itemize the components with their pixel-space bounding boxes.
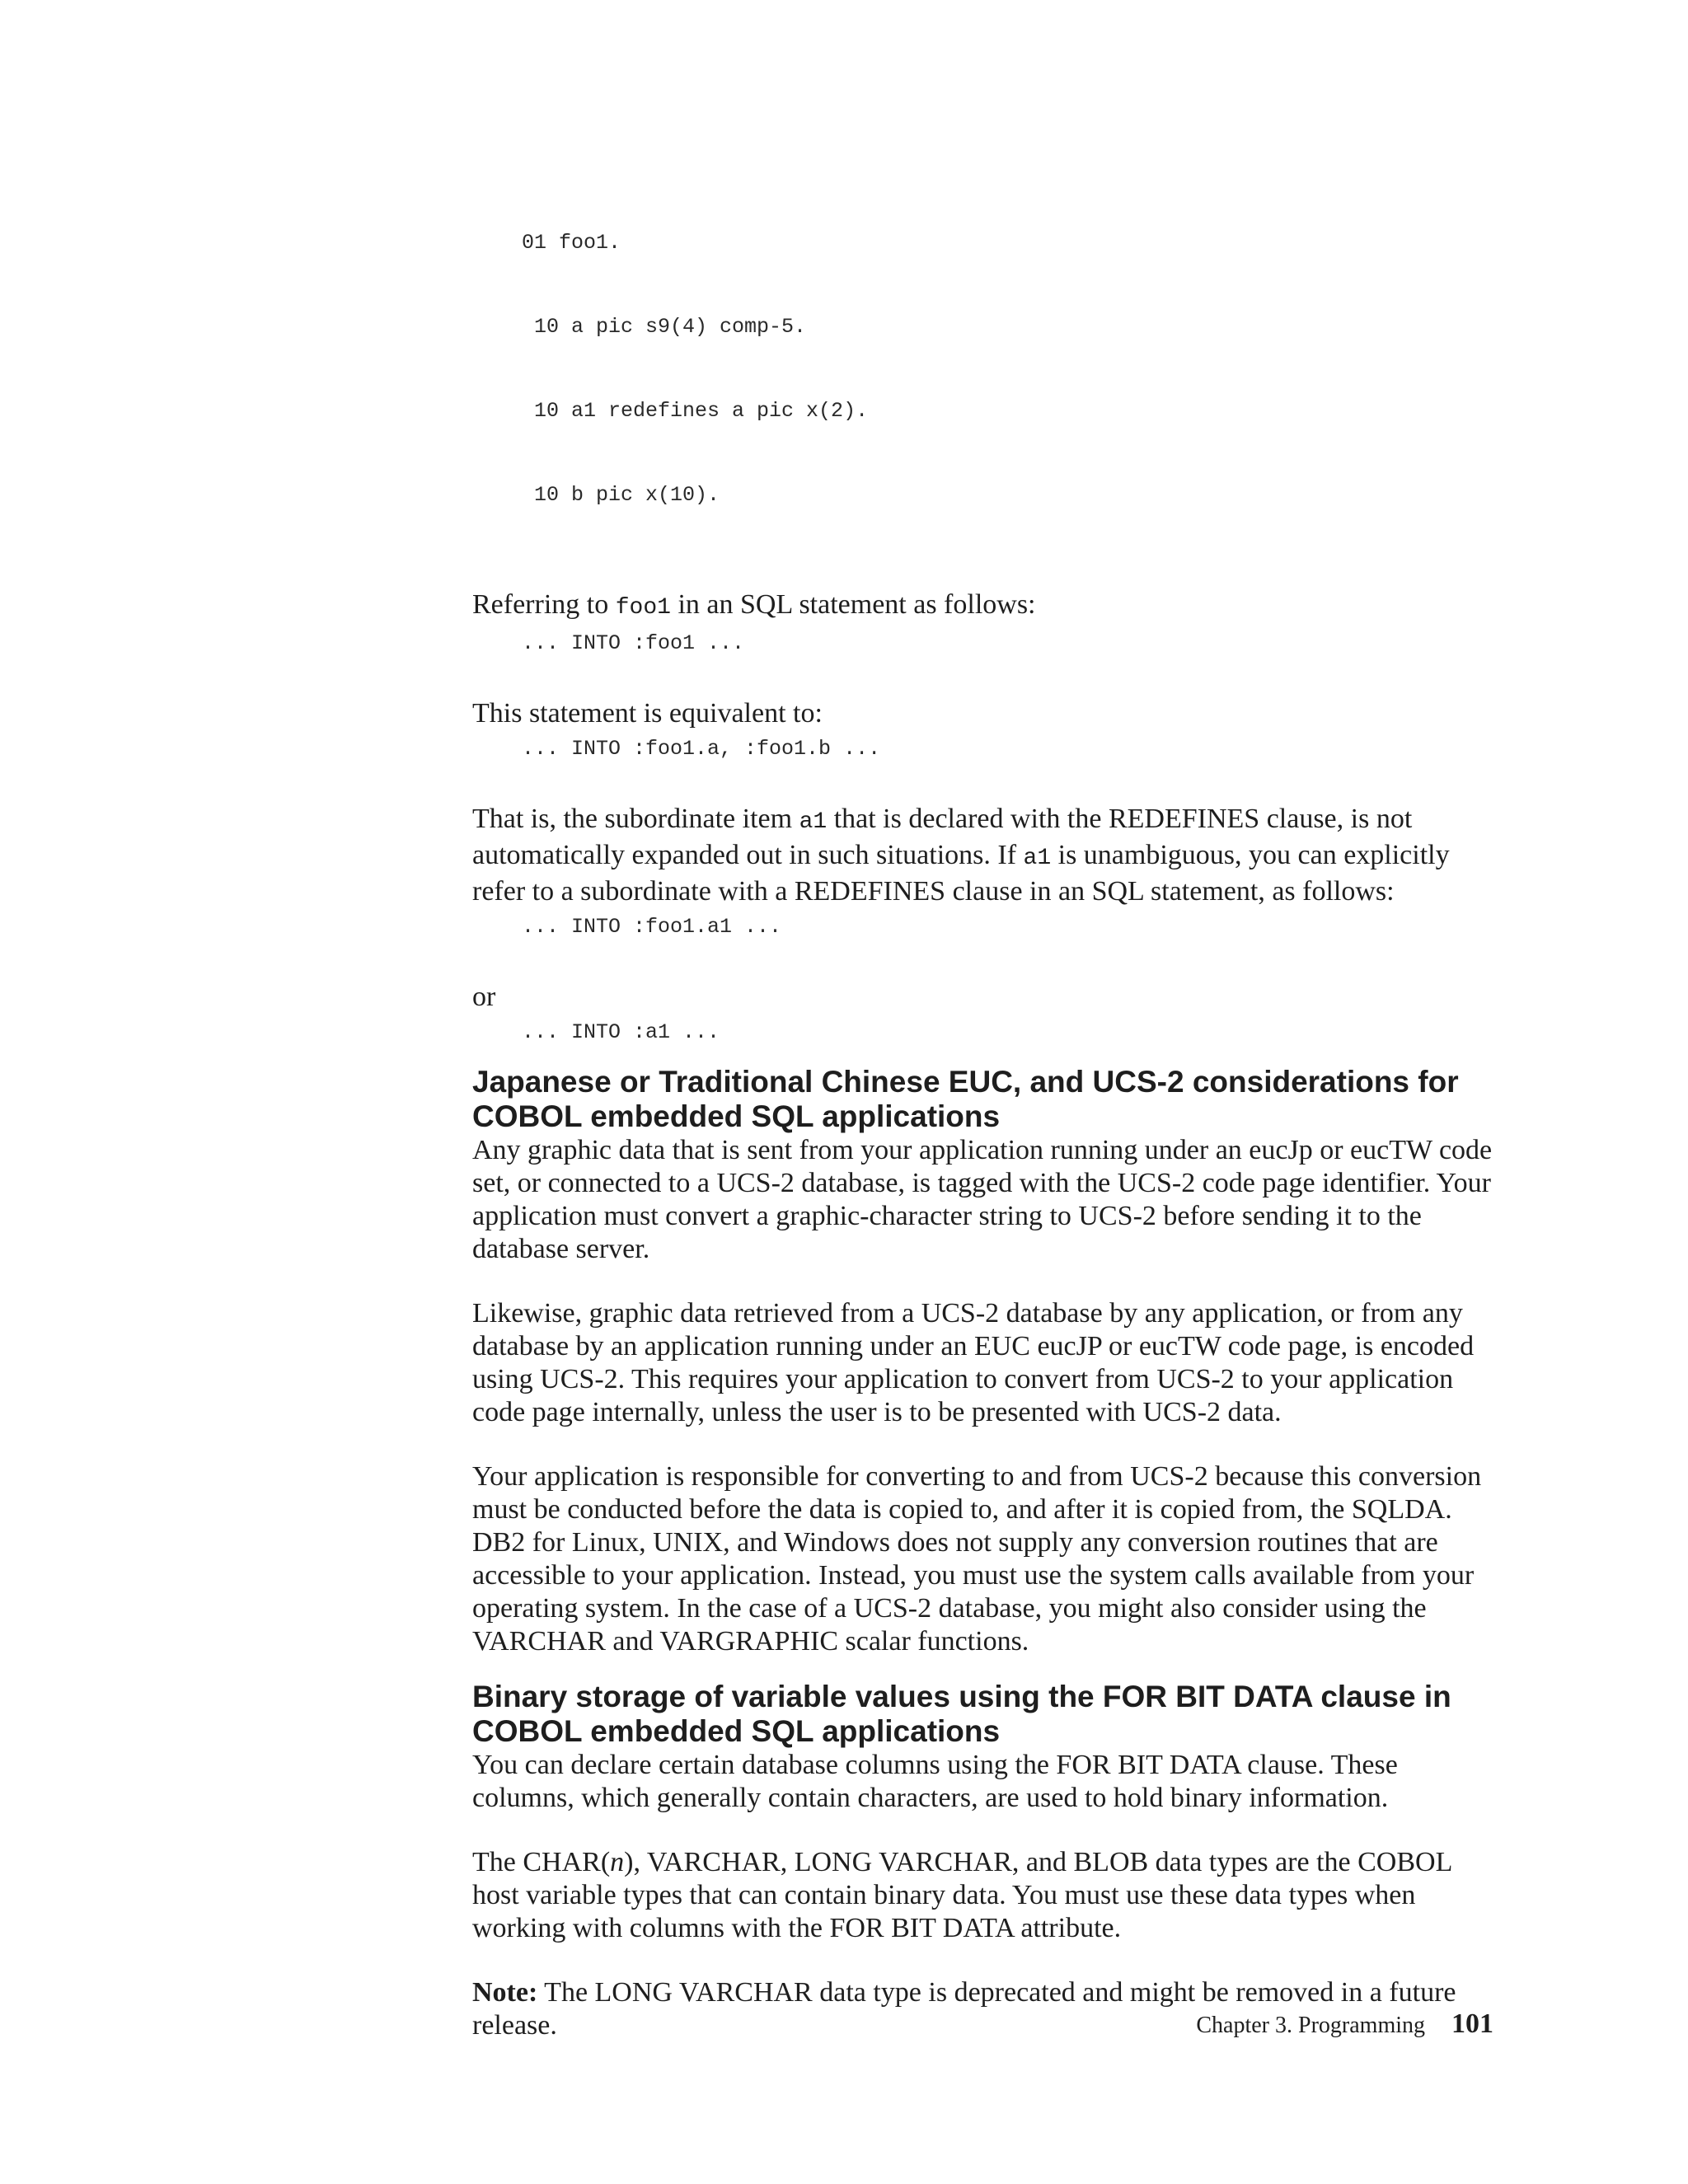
note-deprecated: Note: The LONG VARCHAR data type is deprecated and might be removed in a future release. xyxy=(472,1977,1456,2041)
code-line: 10 a pic s9(4) comp-5. xyxy=(522,315,807,339)
inline-code: foo1 xyxy=(615,595,671,621)
chapter-title: Chapter 3. Programming xyxy=(1196,2013,1425,2038)
paragraph-referring: Referring to foo1 in an SQL statement as follows: xyxy=(472,589,1036,621)
code-block-into-foo1: ... INTO :foo1 ... xyxy=(522,631,745,655)
page-number: 101 xyxy=(1451,2008,1493,2039)
code-block-into-a1: ... INTO :a1 ... xyxy=(522,1020,720,1044)
page-content xyxy=(472,173,1503,2042)
paragraph-or: or xyxy=(472,982,496,1012)
note-label: Note: xyxy=(472,1977,538,2008)
code-block-declaration xyxy=(522,173,1503,565)
paragraph-redefines: That is, the subordinate item a1 that is declared with the REDEFINES clause, is not automatically expanded out in such situations. If a1 is unambiguous, you can explicitly refer to a subordinate with a REDEFINES clause in an SQL statement, as follows: xyxy=(472,804,1450,907)
inline-code: a1 xyxy=(1023,846,1052,871)
code-line: 10 b pic x(10). xyxy=(522,483,720,507)
inline-code: a1 xyxy=(799,809,828,835)
paragraph-declare-columns: You can declare certain database columns using the FOR BIT DATA clause. These columns, which generally contain characters, are used to hold binary information. xyxy=(472,1750,1398,1813)
code-block-into-foo1-fields: ... INTO :foo1.a, :foo1.b ... xyxy=(522,737,881,761)
code-block-into-foo1-a1: ... INTO :foo1.a1 ... xyxy=(522,915,782,939)
heading-for-bit-data: Binary storage of variable values using the FOR BIT DATA clause in COBOL embedded SQL applications xyxy=(472,1680,1451,1748)
heading-euc-ucs2: Japanese or Traditional Chinese EUC, and UCS-2 considerations for COBOL embedded SQL applications xyxy=(472,1065,1459,1133)
code-line: 01 foo1. xyxy=(522,231,621,255)
paragraph-likewise: Likewise, graphic data retrieved from a UCS-2 database by any application, or from any database by an application running under an EUC eucJP or eucTW code page, is encoded using UCS-2. This requires your application to convert from UCS-2 to your application code page internally, unless the user is to be presented with UCS-2 data. xyxy=(472,1298,1475,1427)
paragraph-equivalent: This statement is equivalent to: xyxy=(472,698,823,729)
paragraph-graphic-data: Any graphic data that is sent from your application running under an eucJp or eucTW code set, or connected to a UCS-2 database, is tagged with the UCS-2 code page identifier. Your application must convert a graphic-character string to UCS-2 before sending it to the database server. xyxy=(472,1135,1493,1264)
paragraph-responsible: Your application is responsible for converting to and from UCS-2 because this conversion must be conducted before the data is copied to, and after it is copied from, the SQLDA. DB2 for Linux, UNIX, and Windows does not supply any conversion routines that are accessible to your application. Instead, you must use the system calls available from your operating system. In the case of a UCS-2 database, you might also consider using the VARCHAR and VARGRAPHIC scalar functions. xyxy=(472,1461,1482,1657)
page-footer xyxy=(1196,2008,1493,2040)
paragraph-data-types: The CHAR(n), VARCHAR, LONG VARCHAR, and BLOB data types are the COBOL host variable types that can contain binary data. You must use these data types when working with columns with the FOR BIT DATA attribute. xyxy=(472,1847,1452,1943)
code-line: 10 a1 redefines a pic x(2). xyxy=(522,399,869,423)
